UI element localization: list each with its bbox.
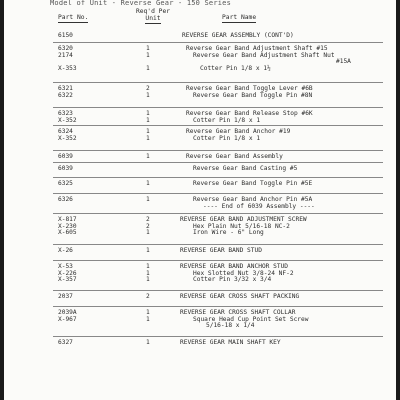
quantity: 1: [146, 339, 150, 346]
part-description: Reverse Gear Band Toggle Pin #8N: [193, 91, 313, 99]
part-number: X-605: [58, 229, 77, 236]
quantity: 1: [146, 180, 150, 187]
part-number: 2174: [58, 51, 73, 59]
scan-edge-right: [396, 0, 400, 400]
part-description: Reverse Gear Band Anchor Pin #5A: [193, 196, 313, 203]
part-description: Cotter Pin 1/8 x 1½: [200, 64, 271, 72]
part-description: REVERSE GEAR CROSS SHAFT COLLAR: [180, 309, 296, 316]
part-number: X-357: [58, 276, 77, 283]
part-number: 6326: [58, 196, 73, 203]
part-number: X-352: [58, 134, 77, 142]
part-number: X-26: [58, 247, 73, 254]
row-divider: [53, 306, 383, 307]
part-number: X-230: [58, 222, 77, 230]
quantity: 1: [146, 269, 150, 277]
quantity: 1: [146, 91, 150, 99]
part-number: 6039: [58, 165, 73, 172]
part-number: 6320: [58, 45, 73, 52]
scan-edge-left: [0, 0, 4, 400]
quantity: 1: [146, 263, 150, 270]
part-number: X-817: [58, 216, 77, 223]
quantity: 1: [146, 128, 150, 135]
quantity: 1: [146, 134, 150, 142]
quantity: 2: [146, 216, 150, 223]
row-divider: [53, 162, 383, 163]
row-divider: [53, 150, 383, 151]
part-number: X-53: [58, 263, 73, 270]
quantity: 1: [146, 196, 150, 203]
quantity: 1: [146, 247, 150, 254]
part-description: REVERSE GEAR ASSEMBLY (CONT'D): [182, 32, 294, 39]
part-description: REVERSE GEAR BAND ADJUSTMENT SCREW: [180, 216, 307, 223]
quantity: 1: [146, 51, 150, 59]
part-description: 5/16-18 x 1/4: [206, 322, 255, 329]
row-divider: [53, 213, 383, 214]
quantity: 1: [146, 45, 150, 52]
part-description: Cotter Pin 1/8 x 1: [193, 116, 261, 124]
row-divider: [53, 290, 383, 291]
row-divider: [53, 125, 383, 126]
part-number: 6039: [58, 153, 73, 160]
part-description: Reverse Gear Band Anchor #19: [186, 128, 291, 135]
part-number: 6325: [58, 180, 73, 187]
part-description: ---- End of 6039 Assembly ----: [203, 202, 315, 210]
part-description: Cotter Pin 1/8 x 1: [193, 134, 261, 142]
part-description: Square Head Cup Point Set Screw: [193, 315, 309, 323]
quantity: 1: [146, 110, 150, 117]
row-divider: [53, 260, 383, 261]
part-description: Hex Plain Nut 5/16-18 NC-2: [193, 222, 290, 230]
part-number: 6150: [58, 32, 73, 39]
row-divider: [53, 42, 383, 43]
part-number: 2039A: [58, 309, 77, 316]
part-description: Reverse Gear Band Assembly: [186, 153, 283, 160]
quantity: 1: [146, 64, 150, 72]
row-divider: [53, 177, 383, 178]
row-divider: [53, 193, 383, 194]
part-description: REVERSE GEAR MAIN SHAFT KEY: [180, 339, 281, 346]
row-divider: [53, 244, 383, 245]
part-description: REVERSE GEAR BAND STUD: [180, 247, 262, 254]
quantity: 1: [146, 229, 150, 236]
part-number: X-967: [58, 315, 77, 323]
quantity: 2: [146, 85, 150, 92]
part-number: X-226: [58, 269, 77, 277]
part-number: X-352: [58, 116, 77, 124]
part-description: Hex Slotted Nut 3/8-24 NF-2: [193, 269, 294, 277]
part-description: Reverse Gear Band Release Stop #6K: [186, 110, 313, 117]
part-description: Iron Wire - 6" Long: [193, 229, 264, 236]
quantity: 2: [146, 293, 150, 300]
quantity: 2: [146, 222, 150, 230]
row-divider: [53, 336, 383, 337]
cut-off-header-line: Model of Unit - Reverse Gear - 150 Series: [50, 0, 231, 6]
part-description: Reverse Gear Band Toggle Lever #6B: [186, 85, 313, 92]
part-number: 6327: [58, 339, 73, 346]
part-number: 6321: [58, 85, 73, 92]
part-description: Reverse Gear Band Adjustment Shaft #15: [186, 45, 328, 52]
quantity: 1: [146, 153, 150, 160]
part-number: 2037: [58, 293, 73, 300]
quantity: 1: [146, 276, 150, 283]
part-description: Cotter Pin 3/32 x 3/4: [193, 276, 272, 283]
quantity: 1: [146, 116, 150, 124]
part-number: 6322: [58, 91, 73, 99]
column-header-part-name: Part Name: [222, 14, 257, 21]
column-header-qty: Req'd Per Unit: [135, 8, 171, 22]
row-divider: [53, 82, 383, 83]
part-description: Reverse Gear Band Adjustment Shaft Nut: [193, 51, 335, 59]
quantity: 1: [146, 309, 150, 316]
part-description: Reverse Gear Band Casting #5: [193, 165, 298, 172]
part-description: REVERSE GEAR BAND ANCHOR STUD: [180, 263, 289, 270]
quantity: 1: [146, 315, 150, 323]
column-header-part-no: Part No.: [58, 14, 89, 21]
part-number: X-353: [58, 64, 77, 72]
part-number: 6323: [58, 110, 73, 117]
part-description: REVERSE GEAR CROSS SHAFT PACKING: [180, 293, 300, 300]
part-number: 6324: [58, 128, 73, 135]
row-divider: [53, 107, 383, 108]
part-description: #15A: [336, 58, 351, 65]
part-description: Reverse Gear Band Toggle Pin #5E: [193, 180, 313, 187]
